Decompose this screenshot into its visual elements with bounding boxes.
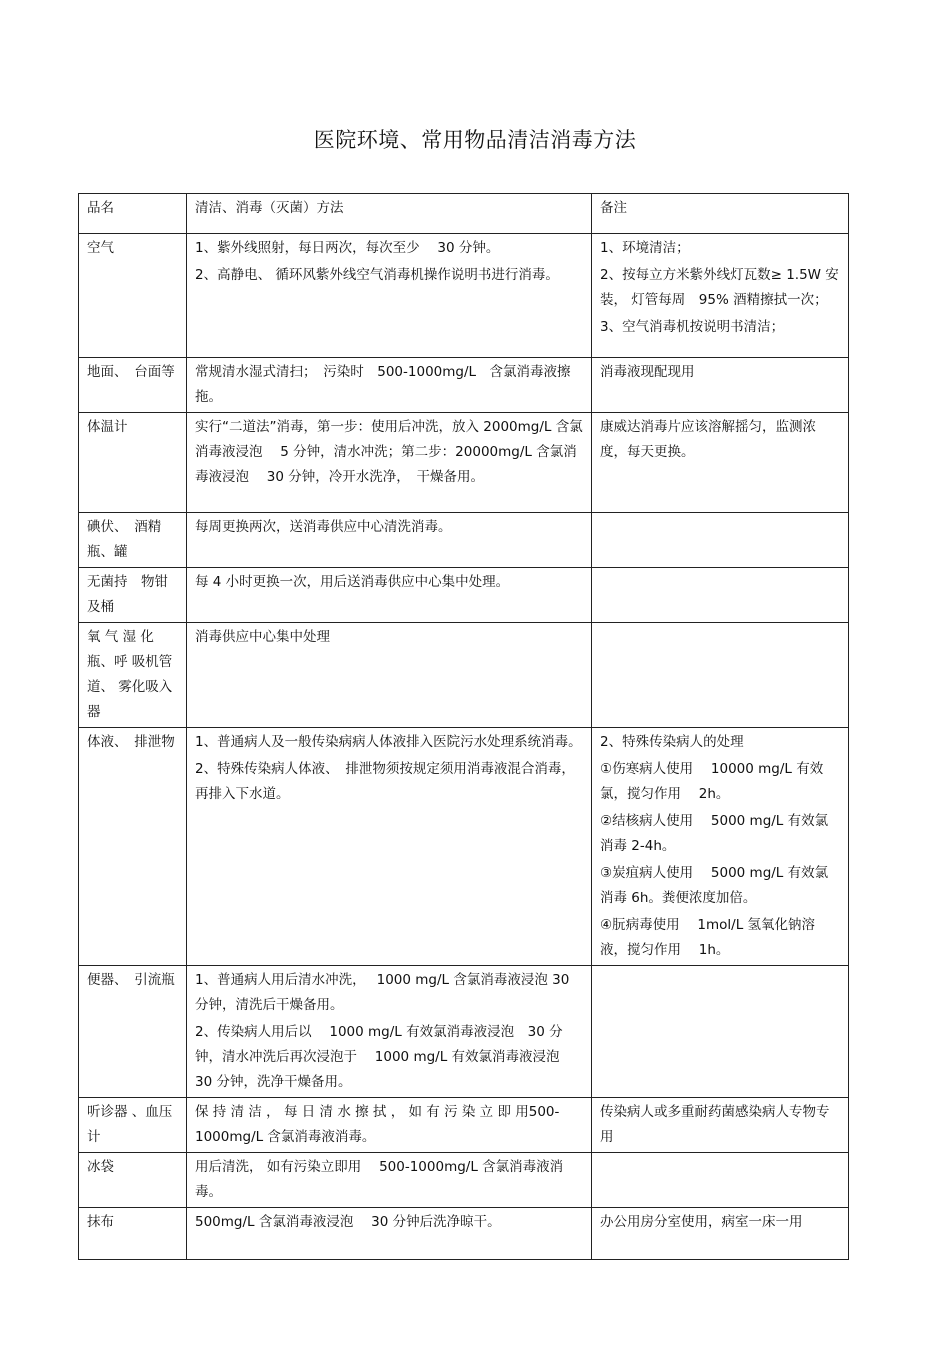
method-line: 500mg/L 含氯消毒液浸泡 30 分钟后洗净晾干。	[195, 1214, 501, 1230]
note-cell	[592, 623, 849, 728]
method-cell	[187, 234, 592, 358]
note-line: 2、特殊传染病人的处理	[600, 734, 744, 750]
item-name-cell: 便器、 引流瓶	[79, 966, 187, 1098]
method-line: 常规清水湿式清扫； 污染时 500-1000mg/L 含氯消毒液擦拖。	[195, 364, 571, 405]
note-line: 消毒液现配现用	[600, 364, 695, 380]
method-cell	[187, 513, 592, 568]
note-line: 办公用房分室使用，病室一床一用	[600, 1214, 803, 1230]
note-cell	[592, 513, 849, 568]
item-name-cell: 抹布	[79, 1208, 187, 1260]
note-cell	[592, 728, 849, 966]
method-line: 2、高静电、 循环风紫外线空气消毒机操作说明书进行消毒。	[195, 267, 559, 283]
method-line: 2、特殊传染病人体液、 排泄物须按规定须用消毒液混合消毒，再排入下水道。	[195, 761, 575, 802]
table-row	[79, 623, 849, 728]
note-line: ③炭疽病人使用 5000 mg/L 有效氯消毒 6h。粪便浓度加倍。	[600, 865, 829, 906]
disinfection-table	[78, 193, 849, 1260]
table-row	[79, 728, 849, 966]
note-line: 康威达消毒片应该溶解摇匀，监测浓度，每天更换。	[600, 419, 816, 460]
table-row	[79, 234, 849, 358]
method-cell	[187, 1098, 592, 1153]
table-row	[79, 568, 849, 623]
header-cell-note: 备注	[592, 194, 849, 234]
note-line: ①伤寒病人使用 10000 mg/L 有效氯，搅匀作用 2h。	[600, 761, 824, 802]
note-cell	[592, 234, 849, 358]
method-line: 1、普通病人及一般传染病病人体液排入医院污水处理系统消毒。	[195, 734, 582, 750]
note-line: 传染病人或多重耐药菌感染病人专物专用	[600, 1104, 830, 1145]
method-line: 2、传染病人用后以 1000 mg/L 有效氯消毒液浸泡 30 分钟，清水冲洗后再次浸泡于 1000 mg/L 有效氯消毒液浸泡 30 分钟，洗净干燥备用。	[195, 1024, 574, 1090]
method-cell	[187, 568, 592, 623]
note-cell	[592, 1208, 849, 1260]
method-cell	[187, 1208, 592, 1260]
item-name-cell: 氧 气 湿 化瓶、呼 吸机管道、 雾化吸入器	[79, 623, 187, 728]
method-cell	[187, 623, 592, 728]
table-row	[79, 1098, 849, 1153]
note-line: 1、环境清洁；	[600, 240, 690, 256]
header-cell-method: 清洁、消毒（灭菌）方法	[187, 194, 592, 234]
note-line: 2、按每立方米紫外线灯瓦数≥ 1.5W 安装， 灯管每周 95% 酒精擦拭一次；	[600, 267, 839, 308]
table-row	[79, 413, 849, 513]
item-name-cell: 体液、 排泄物	[79, 728, 187, 966]
note-cell	[592, 966, 849, 1098]
method-cell	[187, 413, 592, 513]
note-line: ②结核病人使用 5000 mg/L 有效氯消毒 2-4h。	[600, 813, 829, 854]
item-name-cell: 空气	[79, 234, 187, 358]
table-row	[79, 358, 849, 413]
note-cell	[592, 1153, 849, 1208]
note-cell	[592, 358, 849, 413]
table-row	[79, 966, 849, 1098]
item-name-cell: 听诊器 、血压计	[79, 1098, 187, 1153]
item-name-cell: 冰袋	[79, 1153, 187, 1208]
item-name-cell: 地面、 台面等	[79, 358, 187, 413]
method-line: 1、普通病人用后清水冲洗， 1000 mg/L 含氯消毒液浸泡 30 分钟，清洗后干燥备用。	[195, 972, 570, 1013]
method-cell	[187, 358, 592, 413]
note-line: ④朊病毒使用 1mol/L 氢氧化钠溶液，搅匀作用 1h。	[600, 917, 816, 958]
table-header-row	[79, 194, 849, 234]
method-line: 每 4 小时更换一次，用后送消毒供应中心集中处理。	[195, 574, 510, 590]
method-line: 实行“二道法”消毒，第一步：使用后冲洗，放入 2000mg/L 含氯消毒液浸泡 5 分钟，清水冲洗；第二步：20000mg/L 含氯消毒液浸泡 30 分钟，冷开水洗净， 干燥备用。	[195, 419, 583, 485]
note-cell	[592, 1098, 849, 1153]
method-line: 1、紫外线照射，每日两次，每次至少 30 分钟。	[195, 240, 500, 256]
table-row	[79, 1208, 849, 1260]
method-cell	[187, 1153, 592, 1208]
document-title: 医院环境、常用物品清洁消毒方法	[313, 128, 637, 152]
header-cell-name: 品名	[79, 194, 187, 234]
method-cell	[187, 966, 592, 1098]
method-line: 用后清洗， 如有污染立即用 500-1000mg/L 含氯消毒液消毒。	[195, 1159, 564, 1200]
method-line: 消毒供应中心集中处理	[195, 629, 330, 645]
item-name-cell: 无菌持 物钳及桶	[79, 568, 187, 623]
table-row	[79, 1153, 849, 1208]
note-cell	[592, 568, 849, 623]
item-name-cell: 体温计	[79, 413, 187, 513]
table-row	[79, 513, 849, 568]
method-line: 每周更换两次，送消毒供应中心清洗消毒。	[195, 519, 452, 535]
method-line: 保 持 清 洁 ， 每 日 清 水 擦 拭 ， 如 有 污 染 立 即 用500-1000mg/L 含氯消毒液消毒。	[195, 1104, 560, 1145]
note-cell	[592, 413, 849, 513]
note-line: 3、空气消毒机按说明书清洁；	[600, 319, 785, 335]
method-cell	[187, 728, 592, 966]
item-name-cell: 碘伏、 酒精瓶、罐	[79, 513, 187, 568]
